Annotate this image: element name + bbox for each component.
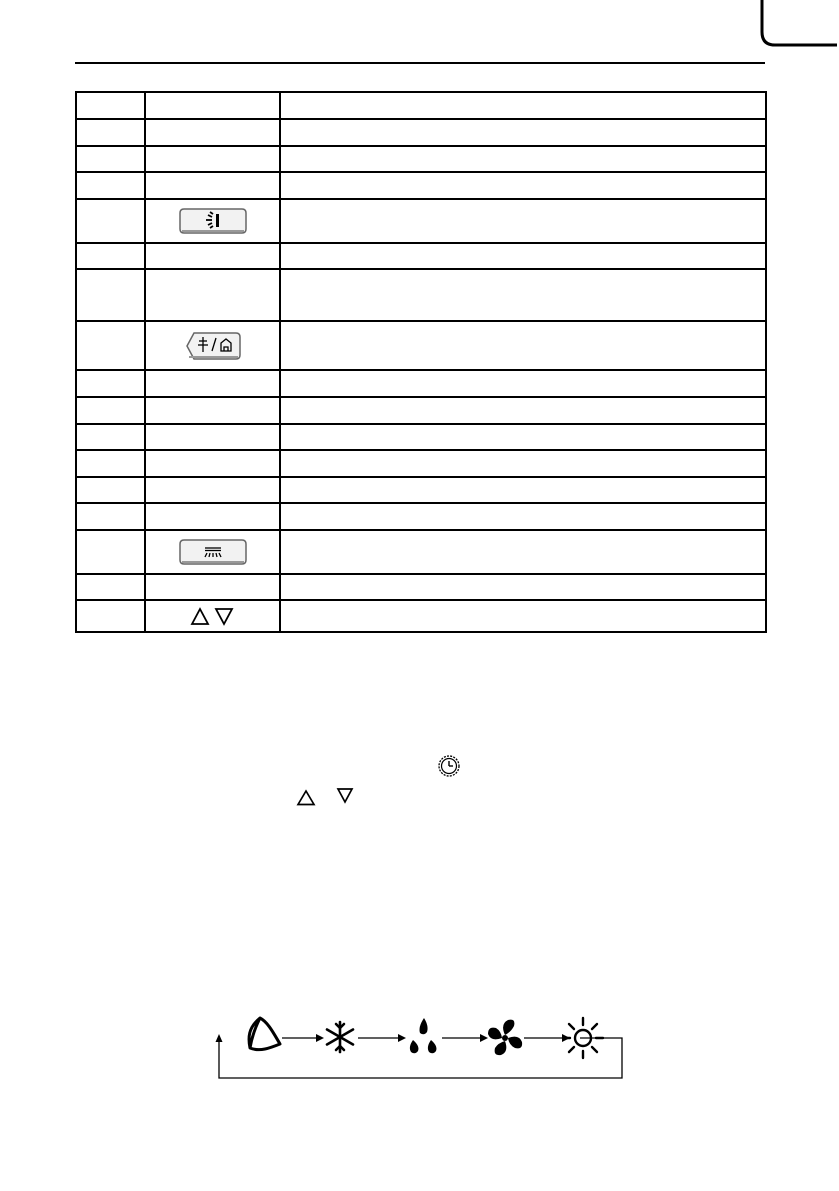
triangle-down-icon (335, 787, 355, 804)
table-row (76, 450, 766, 477)
table-row (76, 321, 766, 370)
table-row (76, 370, 766, 397)
fan-mode-icon (488, 1020, 522, 1056)
table-row (76, 503, 766, 530)
dry-mode-icon (410, 1018, 437, 1053)
clock-icon (437, 754, 461, 778)
table-row (76, 172, 766, 199)
table-row (76, 269, 766, 321)
table-row (76, 574, 766, 600)
up-down-arrows-icon (190, 606, 236, 626)
table-row (76, 424, 766, 450)
table-row (76, 146, 766, 172)
fresh-air-button-icon (184, 331, 242, 361)
mode-cycle-diagram (212, 1014, 630, 1084)
table-row (76, 92, 766, 119)
table-row (76, 477, 766, 503)
button-function-table (75, 91, 767, 633)
swing-button-icon (178, 538, 248, 566)
table-row (76, 243, 766, 269)
triangle-up-icon (296, 789, 316, 806)
table-row (76, 397, 766, 424)
table-row (76, 530, 766, 574)
auto-mode-icon (249, 1018, 280, 1050)
table-row (76, 600, 766, 632)
header-rule (75, 62, 765, 64)
table-row (76, 199, 766, 243)
light-button-icon (178, 207, 248, 235)
cool-mode-icon (327, 1022, 353, 1052)
page-corner-tab (760, 0, 837, 47)
table-row (76, 119, 766, 146)
